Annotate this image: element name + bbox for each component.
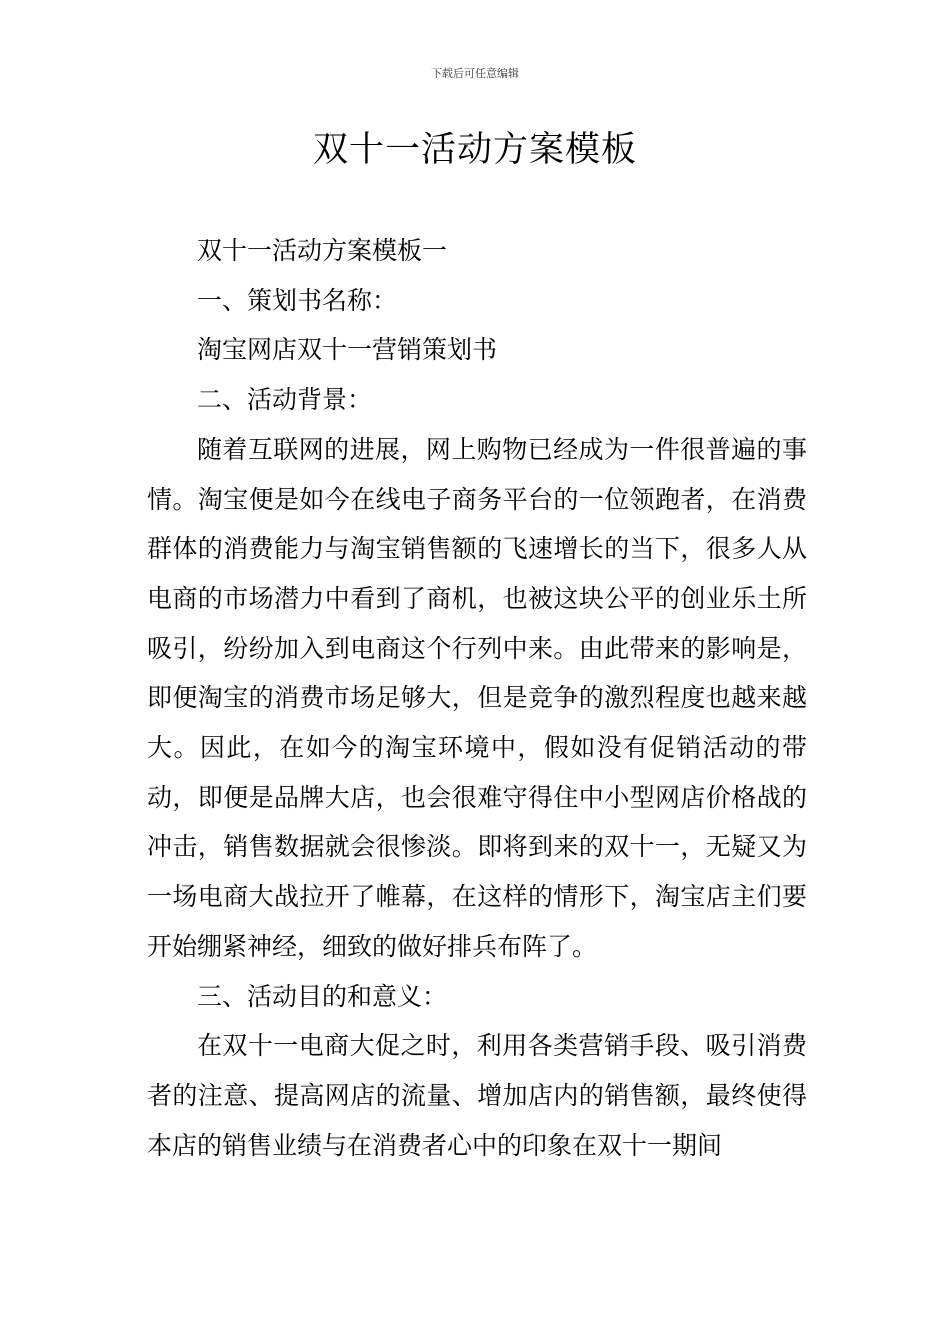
section-heading-purpose: 三、活动目的和意义： <box>197 981 448 1011</box>
section-heading-background: 二、活动背景： <box>197 385 373 415</box>
section-heading-plan-name: 一、策划书名称： <box>197 285 398 315</box>
purpose-paragraph: 在双十一电商大促之时，利用各类营销手段、吸引消费者的注意、提高网店的流量、增加店内的销售额，最终使得本店的销售业绩与在消费者心中的印象在双十一期间 <box>147 1031 807 1160</box>
document-body <box>147 226 807 1170</box>
section-heading-template-one: 双十一活动方案模板一 <box>197 236 448 265</box>
header-note: 下载后可任意编辑 <box>431 67 519 80</box>
plan-name-text: 淘宝网店双十一营销策划书 <box>197 335 498 365</box>
background-paragraph: 随着互联网的进展，网上购物已经成为一件很普遍的事情。淘宝便是如今在线电子商务平台的一位领跑者，在消费群体的消费能力与淘宝销售额的飞速增长的当下，很多人从电商的市场潜力中看到了商机，也被这块公平的创业乐土所吸引，纷纷加入到电商这个行列中来。由此带来的影响是，即便淘宝的消费市场足够大，但是竞争的激烈程度也越来越大。因此，在如今的淘宝环境中，假如没有促销活动的带动，即便是品牌大店，也会很难守得住中小型网店价格战的冲击，销售数据就会很惨淡。即将到来的双十一，无疑又为一场电商大战拉开了帷幕，在这样的情形下，淘宝店主们要开始绷紧神经，细致的做好排兵布阵了。 <box>147 434 807 961</box>
document-title: 双十一活动方案模板 <box>312 130 637 170</box>
